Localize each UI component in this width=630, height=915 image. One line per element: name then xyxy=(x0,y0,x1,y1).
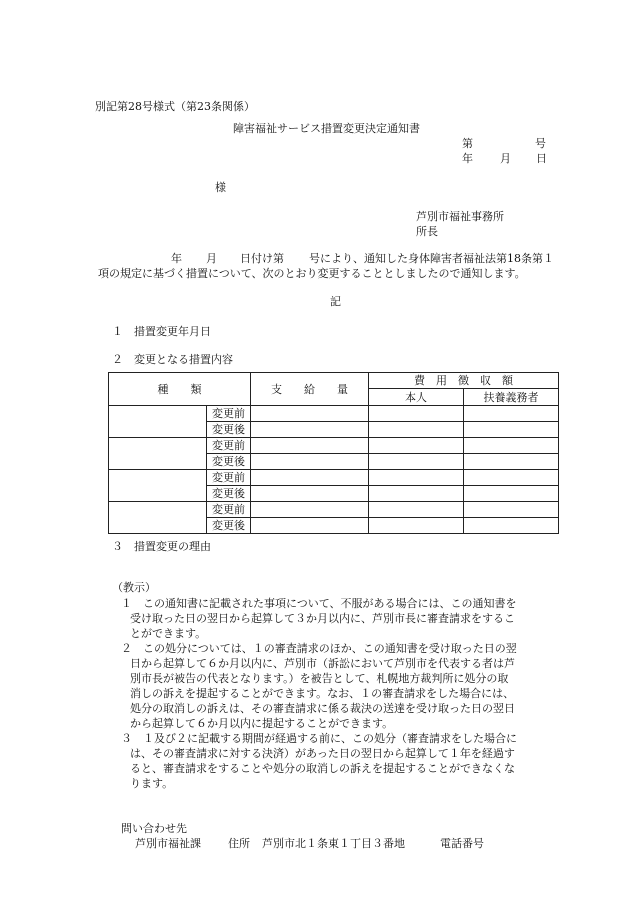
supporter-fee-cell xyxy=(464,502,559,518)
section-3: ３ 措置変更の理由 xyxy=(112,540,211,553)
notice-item-3-line: ３ １及び２に記載する期間が経過する前に、この処分（審査請求をした場合に xyxy=(121,732,517,745)
notice-item-1-line: １ この通知書に記載された事項について、不服がある場合には、この通知書を xyxy=(121,597,517,610)
notice-item-2-line: 日から起算して６か月以内に、芦別市（訴訟において芦別市を代表する者は芦 xyxy=(130,657,515,670)
self-fee-cell xyxy=(369,406,464,422)
supporter-fee-cell xyxy=(464,438,559,454)
issuer-head: 所長 xyxy=(416,225,438,238)
notice-item-3-line: ります。 xyxy=(130,777,174,790)
self-fee-cell xyxy=(369,454,464,470)
date-year: 年 xyxy=(462,152,473,165)
number-prefix: 第 xyxy=(462,137,473,150)
notice-item-2-line: から起算して６か月以内に提起することができます。 xyxy=(130,717,394,730)
contact-department: 芦別市福祉課 xyxy=(135,837,201,850)
body-year: 年 xyxy=(171,252,182,265)
contact-address: 芦別市北１条東１丁目３番地 xyxy=(262,837,405,850)
before-label: 変更前 xyxy=(207,502,251,518)
after-label: 変更後 xyxy=(207,518,251,534)
amount-cell xyxy=(251,518,369,534)
after-label: 変更後 xyxy=(207,486,251,502)
contact-address-label: 住所 xyxy=(228,837,250,850)
amount-cell xyxy=(251,406,369,422)
contact-heading: 問い合わせ先 xyxy=(121,822,187,835)
notice-item-3-line: ると、審査請求をすることや処分の取消しの訴えを提起することができなくな xyxy=(130,762,515,775)
amount-cell xyxy=(251,502,369,518)
date-month: 月 xyxy=(500,152,511,165)
notice-item-2-line: ２ この処分については、１の審査請求のほか、この通知書を受け取った日の翌 xyxy=(121,642,517,655)
document-title: 障害福祉サービス措置変更決定通知書 xyxy=(233,122,420,135)
before-label: 変更前 xyxy=(207,438,251,454)
amount-cell xyxy=(251,470,369,486)
notice-item-2-line: 処分の取消しの訴えは、その審査請求に係る裁決の送達を受け取った日の翌日 xyxy=(130,702,515,715)
header-supporter: 扶養義務者 xyxy=(464,389,559,406)
measure-table xyxy=(108,372,559,534)
amount-cell xyxy=(251,486,369,502)
kind-cell xyxy=(109,470,207,502)
supporter-fee-cell xyxy=(464,470,559,486)
body-line1-rest: 号により、通知した身体障害者福祉法第18条第１ xyxy=(309,252,554,265)
amount-cell xyxy=(251,438,369,454)
supporter-fee-cell xyxy=(464,454,559,470)
header-kind: 種 類 xyxy=(109,373,251,406)
self-fee-cell xyxy=(369,422,464,438)
notice-item-2-line: 消しの訴えを提起することができます。なお、１の審査請求をした場合には、 xyxy=(130,687,515,700)
issuer-office: 芦別市福祉事務所 xyxy=(416,210,504,223)
supporter-fee-cell xyxy=(464,422,559,438)
table-row xyxy=(109,406,559,422)
table-row xyxy=(109,438,559,454)
amount-cell xyxy=(251,422,369,438)
form-label: 別記第28号様式（第23条関係） xyxy=(95,100,255,113)
number-suffix: 号 xyxy=(535,137,546,150)
header-amount: 支 給 量 xyxy=(251,373,369,406)
supporter-fee-cell xyxy=(464,486,559,502)
header-fee: 費 用 徴 収 額 xyxy=(369,373,559,389)
notice-item-3-line: は、その審査請求に対する決済）があった日の翌日から起算して１年を経過す xyxy=(130,747,515,760)
self-fee-cell xyxy=(369,486,464,502)
self-fee-cell xyxy=(369,502,464,518)
after-label: 変更後 xyxy=(207,422,251,438)
body-month: 月 xyxy=(206,252,217,265)
notice-item-1-line: 受け取った日の翌日から起算して３か月以内に、芦別市長に審査請求をするこ xyxy=(130,612,515,625)
body-dated: 日付け第 xyxy=(240,252,284,265)
kind-cell xyxy=(109,406,207,438)
ki-label: 記 xyxy=(330,295,341,308)
before-label: 変更前 xyxy=(207,406,251,422)
body-line2: 項の規定に基づく措置について、次のとおり変更することとしましたので通知します。 xyxy=(98,267,526,280)
table-row xyxy=(109,502,559,518)
section-1: １ 措置変更年月日 xyxy=(112,325,211,338)
supporter-fee-cell xyxy=(464,518,559,534)
self-fee-cell xyxy=(369,438,464,454)
section-2: ２ 変更となる措置内容 xyxy=(112,353,233,366)
header-self: 本人 xyxy=(369,389,464,406)
supporter-fee-cell xyxy=(464,406,559,422)
notice-item-1-line: とができます。 xyxy=(130,627,207,640)
self-fee-cell xyxy=(369,470,464,486)
addressee-suffix: 様 xyxy=(215,181,226,194)
self-fee-cell xyxy=(369,518,464,534)
after-label: 変更後 xyxy=(207,454,251,470)
before-label: 変更前 xyxy=(207,470,251,486)
date-day: 日 xyxy=(536,152,547,165)
contact-phone-label: 電話番号 xyxy=(440,837,484,850)
kind-cell xyxy=(109,502,207,534)
notice-item-2-line: 別市長が被告の代表となります。）を被告として、札幌地方裁判所に処分の取 xyxy=(130,672,509,685)
kind-cell xyxy=(109,438,207,470)
notice-heading: （教示） xyxy=(112,581,156,594)
amount-cell xyxy=(251,454,369,470)
table-row xyxy=(109,470,559,486)
